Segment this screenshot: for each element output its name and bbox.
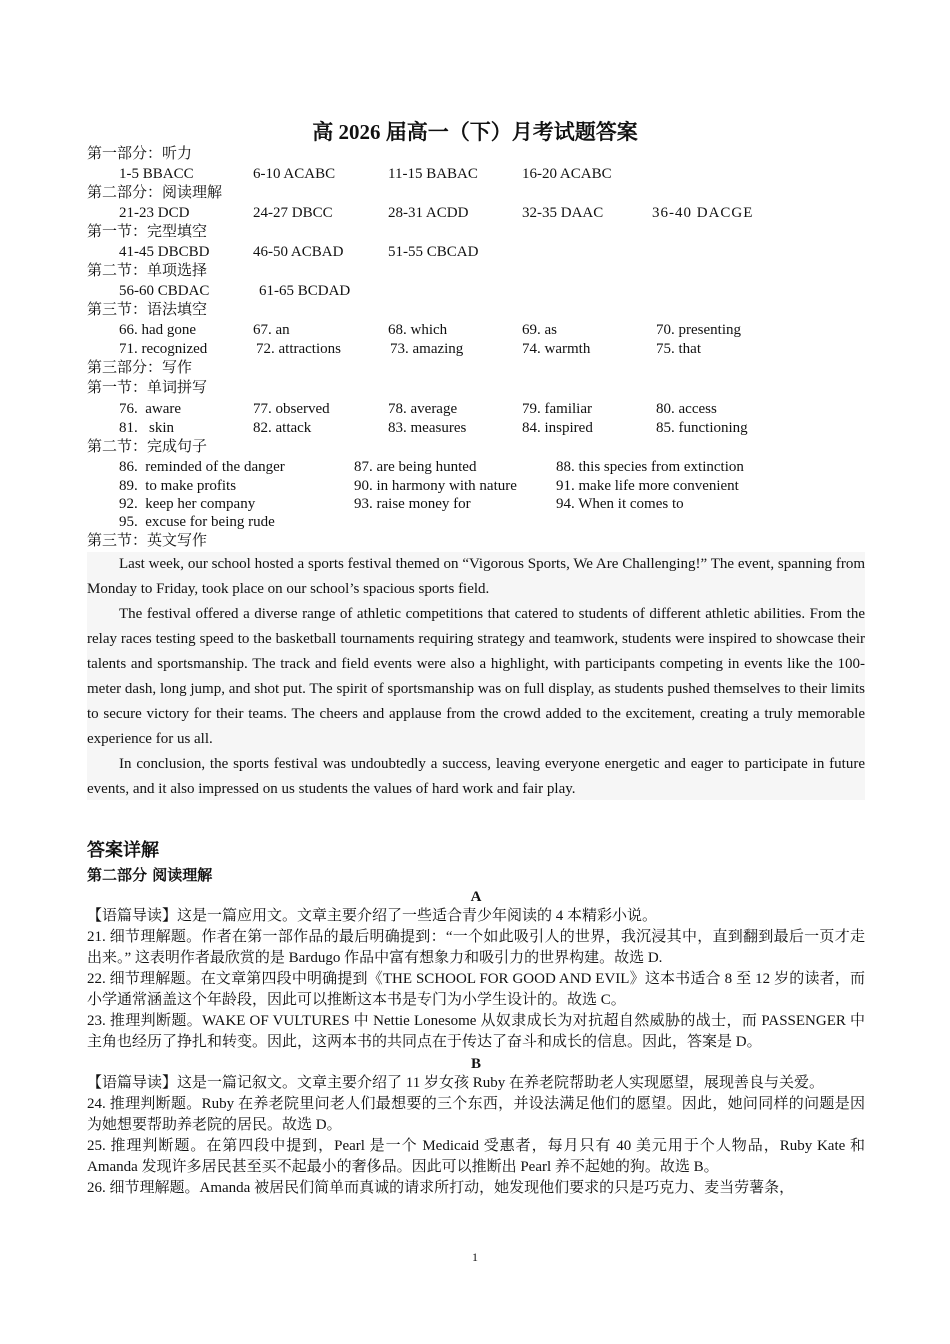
section-heading: 第三节：语法填空 — [87, 302, 208, 318]
answer-cell: 93. raise money for — [354, 496, 471, 512]
answer-cell: 70. presenting — [656, 322, 741, 338]
section-heading: 第三部分：写作 — [87, 360, 193, 376]
answer-cell: 81. skin — [119, 420, 175, 436]
sample-essay — [87, 552, 865, 800]
passage-label-a: A — [470, 889, 482, 905]
explanation-paragraph: 【语篇导读】这是一篇记叙文。文章主要介绍了 11 岁女孩 Ruby 在养老院帮助老人实现愿望，展现善良与关爱。 — [87, 1075, 824, 1091]
answer-cell: 21-23 DCD — [119, 205, 190, 221]
answer-cell: 66. had gone — [119, 322, 197, 338]
answer-cell: 16-20 ACABC — [522, 166, 612, 182]
answer-cell: 78. average — [388, 401, 458, 417]
answer-cell: 88. this species from extinction — [556, 459, 744, 475]
section-heading: 第一节：单词拼写 — [87, 380, 208, 396]
explanation-paragraph: 24. 推理判断题。Ruby 在养老院里问老人们最想要的三个东西，并设法满足他们的愿望。因此，她问同样的问题是因为她想要帮助养老院的居民。故选 D。 — [87, 1096, 865, 1133]
answer-cell: 91. make life more convenient — [556, 478, 739, 494]
answer-cell: 72. attractions — [256, 341, 341, 357]
explanation-paragraph: 25. 推理判断题。在第四段中提到，Pearl 是一个 Medicaid 受惠者，每月只有 40 美元用于个人物品，Ruby Kate 和 Amanda 发现许多居民甚至买不起最小的奢侈品。因此可以推断出 Pearl 养不起她的狗。故选 B。 — [87, 1138, 865, 1175]
page-title: 高 2026 届高一（下）月考试题答案 — [312, 120, 638, 144]
essay-paragraph: In conclusion, the sports festival was undoubtedly a success, leaving everyone energetic and eager to participate in future events, and it also impressed on us students the values of hard work and fair play. — [87, 756, 865, 797]
answer-cell: 61-65 BCDAD — [259, 283, 351, 299]
answer-cell: 68. which — [388, 322, 448, 338]
answer-cell: 90. in harmony with nature — [354, 478, 517, 494]
essay-paragraph: The festival offered a diverse range of athletic competitions that catered to students of different athletic abilities. From the relay races testing speed to the basketball tournaments requiring strategy and teamwork, students were inspired to showcase their talents and sportsmanship. The track and field events were also a highlight, with participants competing in events like the 100-meter dash, long jump, and shot put. The spirit of sportsmanship was on full display, as students pushed themselves to their limits to secure victory for their teams. The cheers and applause from the crowd added to the excitement, creating a truly memorable experience for us all. — [87, 606, 865, 747]
answer-explanations — [87, 838, 865, 1199]
answer-cell: 85. functioning — [656, 420, 748, 436]
answer-cell: 69. as — [522, 322, 557, 338]
section-heading: 第一部分：听力 — [87, 146, 193, 162]
section-heading: 第三节：英文写作 — [87, 533, 208, 549]
answer-cell: 73. amazing — [390, 341, 464, 357]
page-number: 1 — [472, 1250, 478, 1264]
answer-cell: 11-15 BABAC — [388, 166, 478, 182]
answer-cell: 80. access — [656, 401, 717, 417]
answer-cell: 87. are being hunted — [354, 459, 477, 475]
answer-cell: 76. aware — [119, 401, 182, 417]
answer-cell: 75. that — [656, 341, 701, 357]
answer-cell: 71. recognized — [119, 341, 208, 357]
answer-cell: 92. keep her company — [119, 496, 256, 512]
answer-cell: 46-50 ACBAD — [253, 244, 344, 260]
answer-cell: 32-35 DAAC — [522, 205, 604, 221]
answer-cell: 86. reminded of the danger — [119, 459, 285, 475]
answer-cell: 51-55 CBCAD — [388, 244, 479, 260]
answer-cell: 56-60 CBDAC — [119, 283, 210, 299]
answer-cell: 77. observed — [253, 401, 330, 417]
answer-cell: 24-27 DBCC — [253, 205, 333, 221]
answer-cell: 94. When it comes to — [556, 496, 684, 512]
answer-cell: 41-45 DBCBD — [119, 244, 210, 260]
explanation-paragraph: 22. 细节理解题。在文章第四段中明确提到《THE SCHOOL FOR GOOD AND EVIL》这本书适合 8 至 12 岁的读者，而小学通常涵盖这个年龄段，因此可以推断这本书是专门为小学生设计的。故选 C。 — [87, 971, 865, 1008]
answer-cell: 36-40 DACGE — [652, 205, 754, 221]
section-heading: 第一节：完型填空 — [87, 224, 208, 240]
answer-cell: 95. excuse for being rude — [119, 514, 275, 530]
section-heading: 第二节：单项选择 — [87, 263, 208, 279]
answer-cell: 82. attack — [253, 420, 312, 436]
explanations-heading: 答案详解 — [87, 840, 159, 861]
answer-cell: 83. measures — [388, 420, 467, 436]
essay-paragraph: Last week, our school hosted a sports festival themed on “Vigorous Sports, We Are Challenging!” The event, spanning from Monday to Friday, took place on our school’s spacious sports field. — [87, 556, 865, 597]
section-heading: 第二节：完成句子 — [87, 439, 208, 455]
answer-cell: 74. warmth — [522, 341, 591, 357]
answer-cell: 28-31 ACDD — [388, 205, 469, 221]
answer-cell: 67. an — [253, 322, 290, 338]
answer-cell: 84. inspired — [522, 420, 593, 436]
answer-cell: 1-5 BBACC — [119, 166, 194, 182]
answer-cell: 89. to make profits — [119, 478, 237, 494]
answer-cell: 79. familiar — [522, 401, 592, 417]
part-heading: 第二部分 阅读理解 — [87, 866, 213, 884]
explanation-paragraph: 21. 细节理解题。作者在第一部作品的最后明确提到：“一个如此吸引人的世界，我沉浸其中，直到翻到最后一页才走出来。” 这表明作者最欣赏的是 Bardugo 作品中富有想象力和吸引力的世界构建。故选 D. — [87, 929, 865, 966]
passage-label-b: B — [470, 1056, 481, 1072]
answer-cell: 6-10 ACABC — [253, 166, 336, 182]
explanation-paragraph: 23. 推理判断题。WAKE OF VULTURES 中 Nettie Lonesome 从奴隶成长为对抗超自然威胁的战士，而 PASSENGER 中主角也经历了挣扎和转变。因此，这两本书的共同点在于传达了奋斗和成长的信息。因此，答案是 D。 — [87, 1013, 865, 1050]
explanation-paragraph: 26. 细节理解题。Amanda 被居民们简单而真诚的请求所打动，她发现他们要求的只是巧克力、麦当劳薯条， — [87, 1180, 795, 1196]
explanation-paragraph: 【语篇导读】这是一篇应用文。文章主要介绍了一些适合青少年阅读的 4 本精彩小说。 — [87, 908, 658, 924]
section-heading: 第二部分：阅读理解 — [87, 185, 223, 201]
